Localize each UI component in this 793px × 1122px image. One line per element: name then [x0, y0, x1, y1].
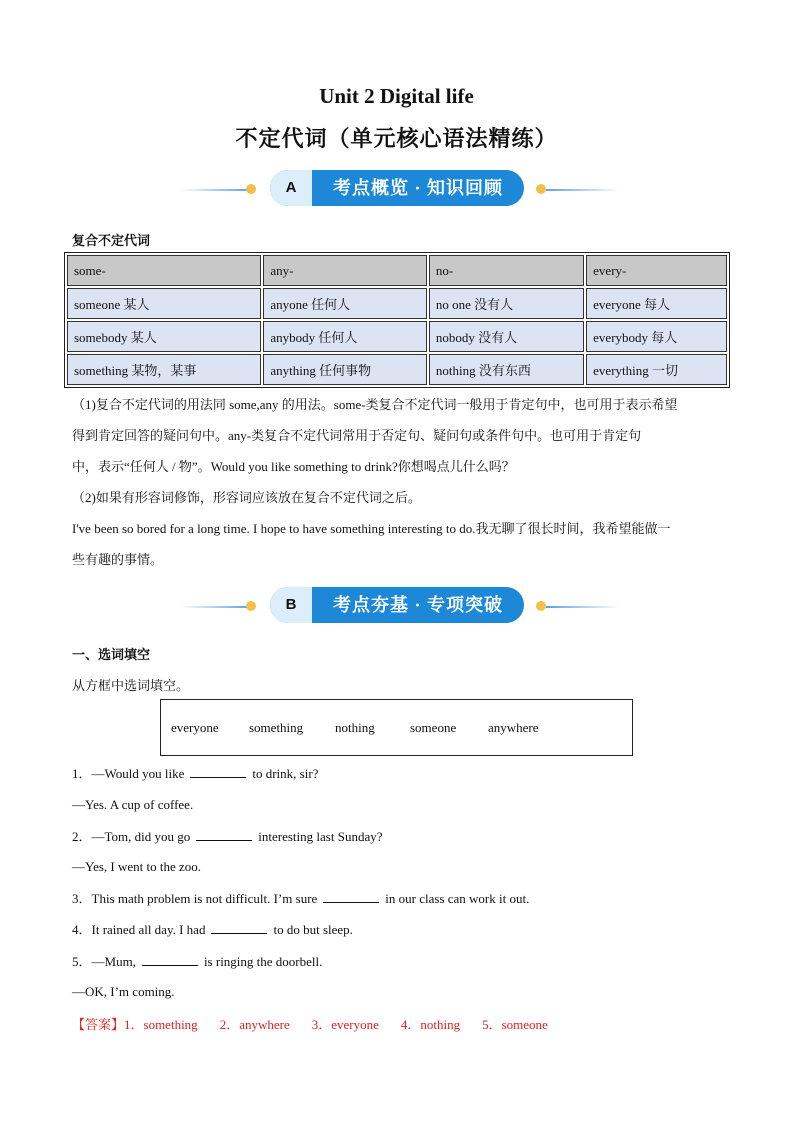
answer-blank[interactable]	[323, 889, 379, 903]
question-text: in our class can work it out.	[385, 891, 530, 906]
section-b-banner	[180, 587, 620, 627]
example-line-1: I've been so bored for a long time. I hope to have something interesting to do.我无聊了很长时间，我希望能做一	[72, 521, 671, 536]
table-cell: somebody 某人	[67, 321, 261, 352]
answer-blank[interactable]	[196, 827, 252, 841]
reply-5: —OK, I’m coming.	[72, 984, 175, 999]
table-cell: something 某物，某事	[67, 354, 261, 385]
table-cell: nothing 没有东西	[429, 354, 584, 385]
exercise-heading: 一、选词填空	[72, 647, 151, 662]
table-cell: anybody 任何人	[263, 321, 427, 352]
divider-line	[180, 606, 250, 608]
answer-item: 2．anywhere	[219, 1017, 290, 1032]
word-option: someone	[410, 720, 457, 735]
question-number: 5．	[72, 954, 92, 969]
reply-2: —Yes, I went to the zoo.	[72, 859, 202, 874]
question-text: This math problem is not difficult. I’m sure	[91, 891, 318, 906]
section-a-pill	[270, 170, 524, 206]
note-1-line-3: 中，表示“任何人 / 物”。Would you like something to drink?你想喝点儿什么吗？	[72, 459, 515, 474]
divider-line	[546, 189, 620, 191]
table-cell: everyone 每人	[586, 288, 727, 319]
section-a-letter: A	[270, 170, 312, 206]
note-1-line-1: （1)复合不定代词的用法同 some,any 的用法。some-类复合不定代词一般用于肯定句中，也可用于表示希望	[72, 397, 678, 412]
exercise-instruction: 从方框中选词填空。	[72, 678, 190, 693]
answer-item: 4．nothing	[400, 1017, 461, 1032]
question-3	[72, 889, 529, 908]
dot-icon	[536, 184, 546, 194]
word-box	[160, 699, 633, 756]
answer-blank[interactable]	[190, 764, 246, 778]
question-4	[72, 920, 353, 939]
question-2	[72, 827, 382, 846]
table-cell: anything 任何事物	[263, 354, 427, 385]
divider-line	[180, 189, 250, 191]
question-text: is ringing the doorbell.	[203, 954, 323, 969]
question-text: It rained all day. I had	[91, 922, 206, 937]
table-cell: everything 一切	[586, 354, 727, 385]
question-text: —Would you like	[91, 766, 185, 781]
pronoun-table	[64, 252, 730, 388]
section-b-label: 考点夯基 · 专项突破	[332, 595, 503, 615]
page-title: Unit 2 Digital life	[319, 84, 474, 108]
question-text: —Tom, did you go	[91, 829, 191, 844]
answer-tag: 【答案】	[72, 1017, 125, 1032]
table-header-row	[67, 255, 727, 286]
word-option: anywhere	[488, 720, 539, 735]
answer-item: 5．someone	[482, 1017, 548, 1032]
table-cell: someone 某人	[67, 288, 261, 319]
section-b-letter: B	[270, 587, 312, 623]
table-cell: nobody 没有人	[429, 321, 584, 352]
section-a-banner	[180, 170, 620, 210]
table-header-cell: every-	[586, 255, 727, 286]
question-number: 4．	[72, 922, 92, 937]
table-row	[67, 288, 727, 319]
question-text: to do but sleep.	[273, 922, 353, 937]
table-header-cell: any-	[263, 255, 427, 286]
question-text: interesting last Sunday?	[258, 829, 383, 844]
table-cell: no one 没有人	[429, 288, 584, 319]
question-text: —Mum,	[91, 954, 136, 969]
table-header-cell: no-	[429, 255, 584, 286]
dot-icon	[246, 601, 256, 611]
table-cell: anyone 任何人	[263, 288, 427, 319]
section-b-pill	[270, 587, 524, 623]
dot-icon	[246, 184, 256, 194]
section-a-subtitle: 复合不定代词	[72, 233, 151, 248]
section-a-label: 考点概览 · 知识回顾	[332, 178, 503, 198]
answer-blank[interactable]	[142, 952, 198, 966]
answer-item: 3．everyone	[311, 1017, 379, 1032]
question-text: to drink, sir?	[252, 766, 319, 781]
dot-icon	[536, 601, 546, 611]
table-cell: everybody 每人	[586, 321, 727, 352]
page-subtitle: 不定代词（单元核心语法精练）	[235, 126, 558, 151]
question-5	[72, 952, 322, 971]
word-option: nothing	[335, 720, 375, 735]
example-line-2: 些有趣的事情。	[72, 552, 164, 567]
question-number: 2．	[72, 829, 92, 844]
table-row	[67, 321, 727, 352]
question-number: 1．	[72, 766, 92, 781]
question-1	[72, 764, 318, 783]
note-2: （2)如果有形容词修饰，形容词应该放在复合不定代词之后。	[72, 490, 421, 505]
answer-key	[72, 1014, 570, 1033]
table-row	[67, 354, 727, 385]
reply-1: —Yes. A cup of coffee.	[72, 797, 194, 812]
answer-blank[interactable]	[211, 920, 267, 934]
table-header-cell: some-	[67, 255, 261, 286]
divider-line	[546, 606, 620, 608]
question-number: 3．	[72, 891, 92, 906]
word-option: everyone	[171, 720, 219, 735]
word-option: something	[249, 720, 304, 735]
answer-item: 1．something	[124, 1017, 198, 1032]
note-1-line-2: 得到肯定回答的疑问句中。any-类复合不定代词常用于否定句、疑问句或条件句中。也可用于肯定句	[72, 428, 642, 443]
